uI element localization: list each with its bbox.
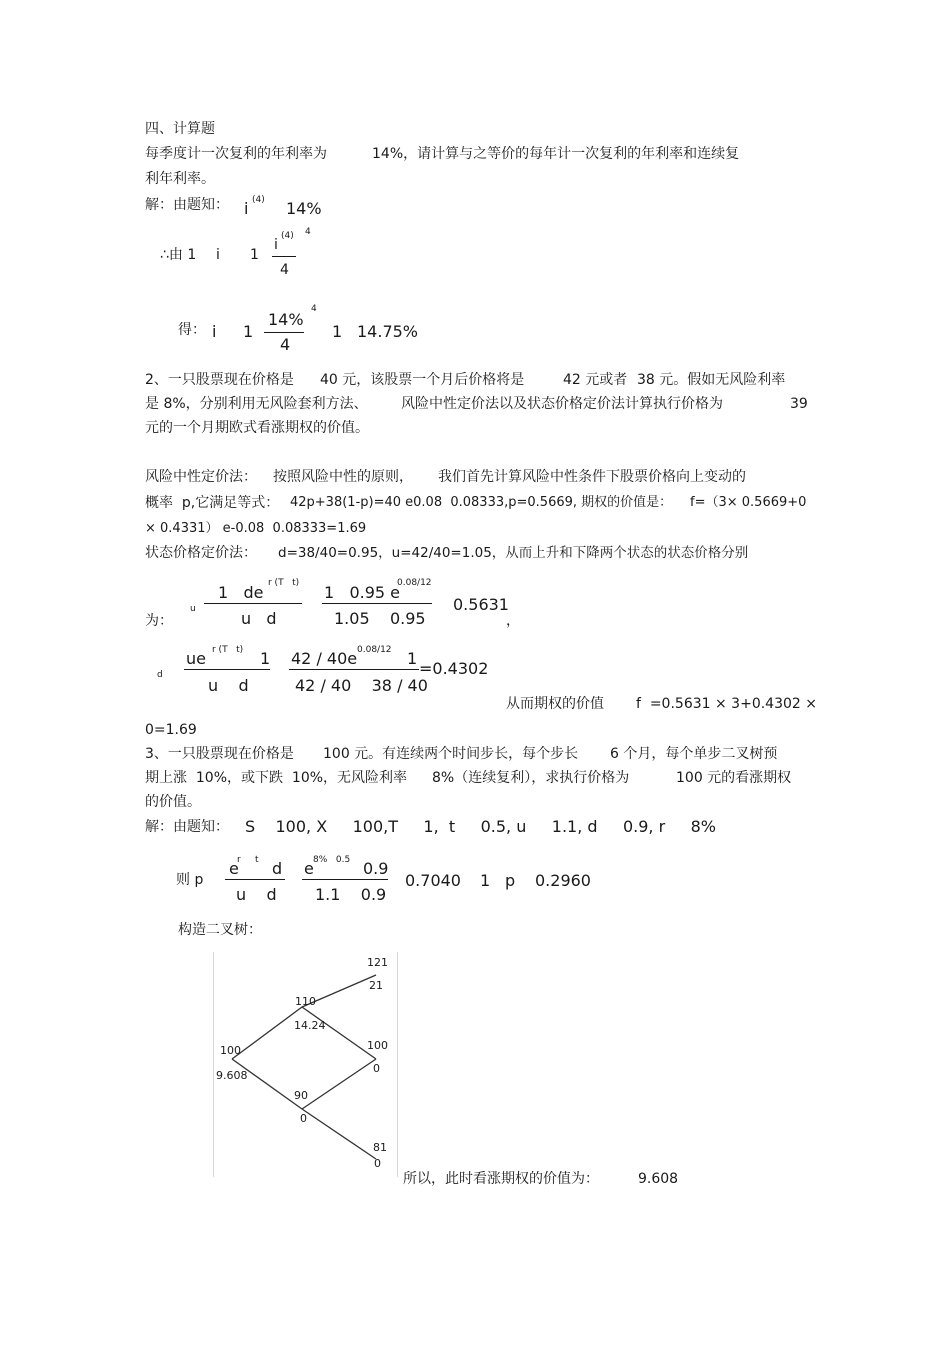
q2-f2-bar [322, 603, 432, 604]
q3-final-text: 所以，此时看涨期权的价值为： [403, 1171, 599, 1187]
q2-text-3: 元的一个月期欧式看涨期权的价值。 [145, 420, 369, 436]
q2-g2-top: 42 / 40e [291, 649, 358, 668]
q2-value-u: 0.5631 [453, 595, 509, 614]
node-down-price: 90 [294, 1089, 308, 1102]
q1-power: 4 [305, 227, 311, 237]
q2-comma: ， [506, 613, 520, 629]
q2-rn-1c: 我们首先计算风险中性条件下股票价格向上变动的 [438, 469, 746, 485]
q3-tree-label: 构造二叉树： [178, 922, 262, 938]
node-ud-price: 100 [367, 1039, 388, 1052]
q2-f1-bottom: u d [241, 609, 277, 628]
q2-value-d: =0.4302 [419, 659, 489, 678]
q1-get: 得： [178, 322, 206, 338]
q1-i2: i [216, 247, 220, 263]
q2-text-1b: 40 元，该股票一个月后价格将是 [320, 372, 525, 388]
q1-since: ∴由 1 [160, 247, 197, 263]
q1-rate: 14% [286, 199, 322, 218]
q1-frac2-top: 14% [268, 310, 304, 329]
q1-minus-one: 1 [332, 322, 343, 341]
q3-given: S 100, X 100,T 1, t 0.5, u 1.1, d 0.9, r 8% [245, 817, 716, 836]
q3-p2-sup: 8% 0.5 [313, 855, 351, 865]
q2-text-2c: 39 [790, 396, 808, 412]
section-title: 四、计算题 [145, 121, 215, 137]
node-up-price: 110 [295, 995, 316, 1008]
q1-one: 1 [250, 247, 259, 263]
q2-rn-1b: 按照风险中性的原则， [273, 469, 413, 485]
node-up-value: 14.24 [294, 1019, 326, 1032]
q1-frac2-bottom: 4 [280, 335, 291, 354]
q3-text-1b: 100 元。有连续两个时间步长，每个步长 [323, 746, 579, 762]
q1-text-2: 利年利率。 [145, 171, 215, 187]
node-dd-value: 0 [374, 1157, 381, 1170]
q1-i3: i [212, 322, 217, 341]
q2-conclusion-formula: f =0.5631 × 3+0.4302 × [636, 696, 817, 712]
q1-text-1a: 每季度计一次复利的年利率为 [145, 146, 327, 162]
q2-text-2b: 风险中性定价法以及状态价格定价法计算执行价格为 [401, 396, 723, 412]
q2-sp-1a: 状态价格定价法： [145, 545, 257, 561]
q3-text-2c: 100 元的看涨期权 [676, 770, 792, 786]
q1-i-superscript: (4) [252, 195, 265, 205]
q3-p2-tail: 0.9 [363, 859, 389, 878]
q3-text-2a: 期上涨 10%，或下跌 10%，无风险利率 [145, 770, 408, 786]
q1-frac-sup: (4) [281, 231, 294, 241]
q3-p2-bar [302, 879, 388, 880]
q2-rn-2c: f=（3× 0.5669+0 [690, 495, 807, 510]
q2-sp-1b: d=38/40=0.95，u=42/40=1.05，从而上升和下降两个状态的状态价格分别 [278, 545, 749, 561]
q1-text-1b: 14%，请计算与之等价的每年计一次复利的年利率和连续复 [372, 146, 740, 162]
node-dd-price: 81 [373, 1141, 387, 1154]
q2-g1-bar [184, 669, 270, 670]
q2-f1-bar [204, 603, 302, 604]
q2-rn-2a: 概率 p,它满足等式： [145, 495, 280, 511]
q2-f2-sup: 0.08/12 [397, 578, 432, 588]
q2-g1-one: 1 [260, 649, 271, 668]
q2-wei: 为： [145, 613, 173, 629]
q1-i-symbol: i [244, 199, 249, 218]
node-uu-value: 21 [369, 979, 383, 992]
q3-p1-d: d [272, 859, 283, 878]
edge-up-ud [302, 1007, 376, 1059]
q3-text-1c: 6 个月，每个单步二叉树预 [610, 746, 778, 762]
q2-text-1c: 42 元或者 [563, 372, 628, 388]
node-root-price: 100 [220, 1044, 241, 1057]
node-ud-value: 0 [373, 1062, 380, 1075]
q2-text-1a: 2、一只股票现在价格是 [145, 372, 294, 388]
q1-frac-bar [272, 256, 296, 257]
q3-p1-top: e [229, 859, 239, 878]
node-down-value: 0 [300, 1112, 307, 1125]
q3-p2-top: e [304, 859, 314, 878]
q2-f2-top: 1 0.95 e [324, 583, 400, 602]
q2-g2-sup: 0.08/12 [357, 645, 392, 655]
q2-f2-bottom: 1.05 0.95 [334, 609, 426, 628]
q2-f1-top: 1 de [218, 583, 264, 602]
q2-u-subscript: u [190, 604, 196, 614]
q3-p2-bottom: 1.1 0.9 [315, 885, 387, 904]
q3-text-3: 的价值。 [145, 794, 201, 810]
q1-frac-top: i [274, 237, 278, 253]
q2-text-2a: 是 8%，分别利用无风险套利方法、 [145, 396, 368, 412]
q3-text-1a: 3、一只股票现在价格是 [145, 746, 294, 762]
q1-one2: 1 [243, 322, 254, 341]
q1-frac-bottom: 4 [280, 262, 289, 278]
q2-text-1d: 38 元。假如无风险利率 [637, 372, 786, 388]
q1-power2: 4 [311, 304, 317, 314]
binomial-tree-svg [214, 952, 397, 1177]
edge-root-up [232, 1007, 302, 1059]
q3-text-2b: 8%（连续复利），求执行价格为 [432, 770, 630, 786]
q3-p-value: 0.7040 [405, 871, 461, 890]
q3-p1-sup: r t [237, 855, 259, 865]
edge-down-ud [302, 1059, 376, 1109]
q1-result: 14.75% [357, 322, 419, 341]
q3-p: p [505, 871, 516, 890]
q2-g2-one: 1 [407, 649, 418, 668]
q2-d-subscript: d [157, 670, 163, 680]
q2-conclusion: 从而期权的价值 [506, 696, 604, 712]
q3-solution-label: 解：由题知： [145, 819, 229, 835]
edge-down-dd [302, 1109, 376, 1159]
node-root-value: 9.608 [216, 1069, 248, 1082]
q2-rn-2b: 42p+38(1-p)=40 e0.08 0.08333,p=0.5669, 期权的价值是： [290, 495, 673, 510]
q3-q-value: 0.2960 [535, 871, 591, 890]
q1-solution-label: 解：由题知： [145, 197, 229, 213]
q3-p1-bottom: u d [236, 885, 277, 904]
q2-g2-bar [289, 669, 419, 670]
q3-ze-p: 则 p [176, 872, 204, 888]
q2-f1-sup: r (T t) [268, 578, 300, 588]
q2-g1-sup: r (T t) [212, 645, 244, 655]
q2-g1-bottom: u d [208, 676, 249, 695]
q3-final-value: 9.608 [638, 1171, 679, 1187]
edge-root-down [232, 1059, 302, 1109]
q3-p1-bar [225, 879, 285, 880]
node-uu-price: 121 [367, 956, 388, 969]
q2-rn-1a: 风险中性定价法： [145, 469, 257, 485]
q2-conclusion-result: 0=1.69 [145, 722, 197, 738]
q2-rn-3: × 0.4331） e-0.08 0.08333=1.69 [145, 521, 367, 536]
q1-frac2-bar [264, 332, 304, 333]
q2-g1-top: ue [186, 649, 206, 668]
binomial-tree [213, 952, 398, 1177]
q2-g2-bottom: 42 / 40 38 / 40 [295, 676, 428, 695]
q3-one: 1 [480, 871, 491, 890]
